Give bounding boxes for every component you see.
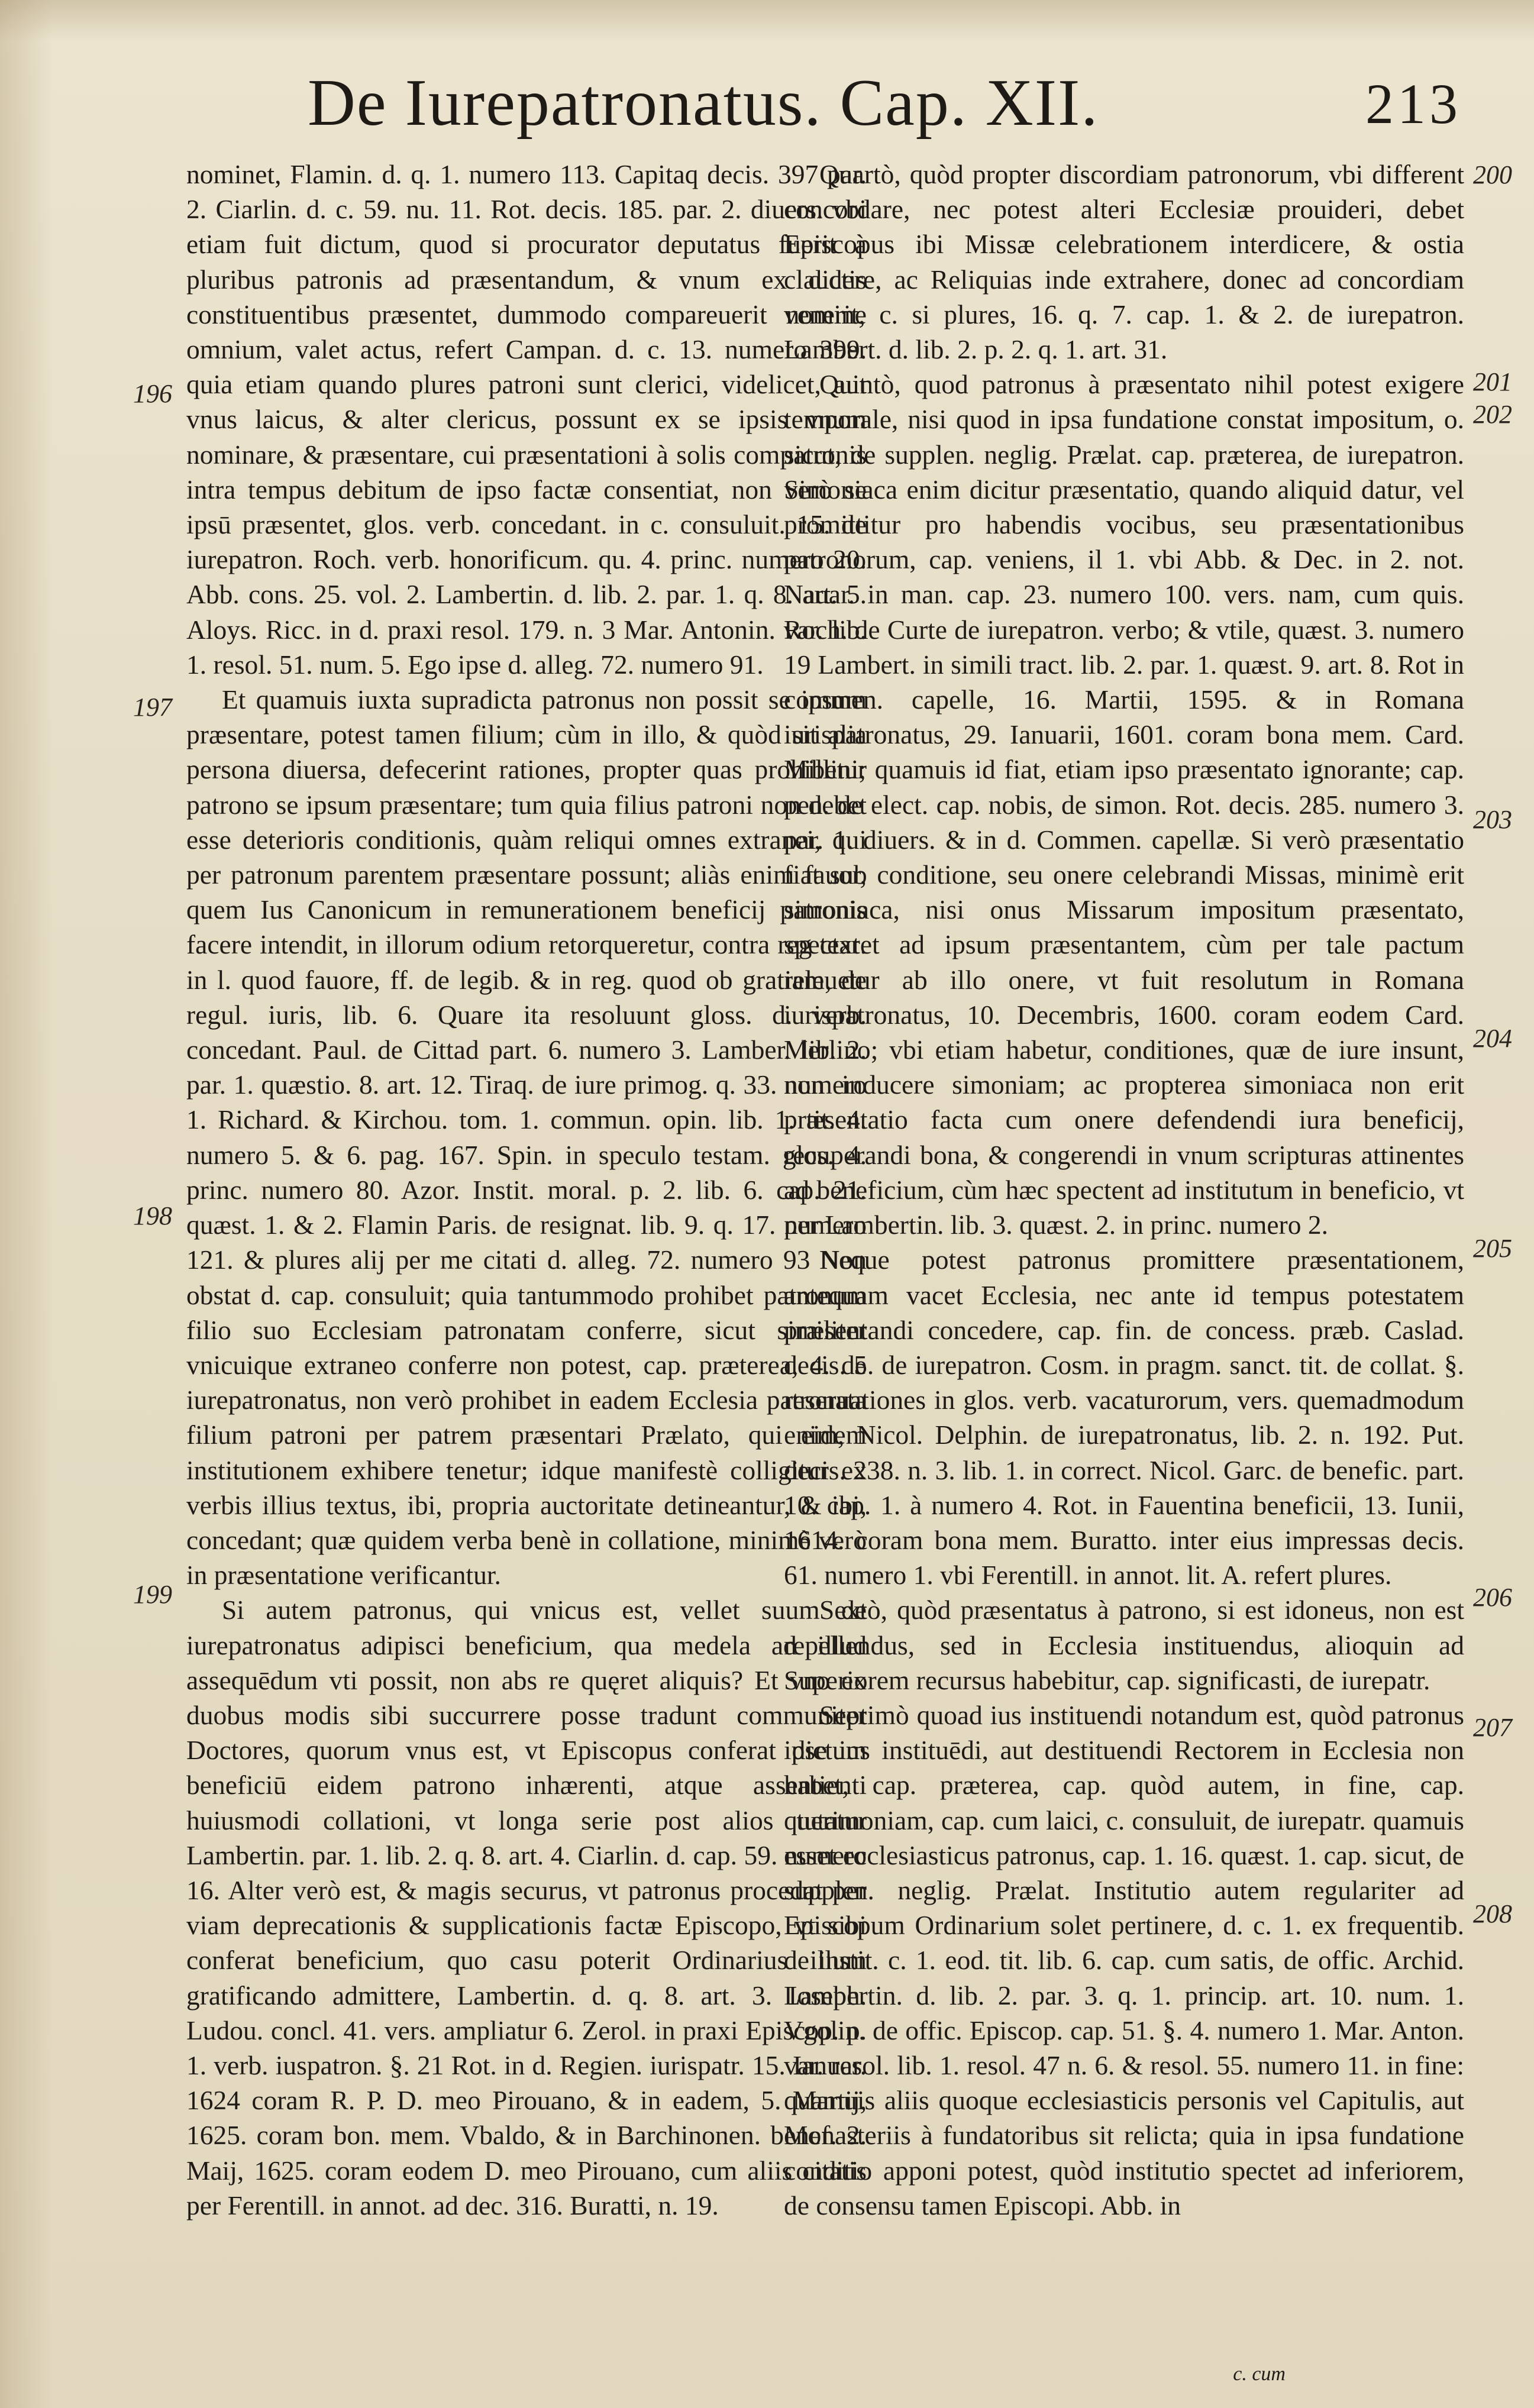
paragraph: Si autem patronus, qui vnicus est, vellet suum de iurepatronatus adipisci beneficium, qua medela ad illud assequēdum vti possit, non abs re quęret aliquis? Et vno ex duobus modis sibi succurrere posse tradunt communiter Doctores, quorum vnus est, vt Episcopus conferat dictum beneficiū eidem patrono inhærenti, atque assentienti huiusmodi collationi, vt longa serie post alios tutatur Lambertin. par. 1. lib. 2. q. 8. art. 4. Ciarlin. d. cap. 59. numero 16. Alter verò est, & magis securus, vt patronus procedat per viam deprecationis & supplicationis factæ Episcopo, vt sibi conferat beneficium, quo casu poterit Ordinarius illum gratificando admittere, Lambertin. d. q. 8. art. 3. Ioseph. Ludou. concl. 41. vers. ampliatur 6. Zerol. in praxi Episcop. p. 1. verb. iuspatron. §. 21 Rot. in d. Regien. iurispatr. 15. Ianuar. 1624 coram R. P. D. meo Pirouano, & in eadem, 5. Martij, 1625. coram bon. mem. Vbaldo, & in Barchinonen. benef. 2. Maij, 1625. coram eodem D. meo Pirouano, cum aliis citatis per Ferentill. in annot. ad dec. 316. Buratti, n. 19. bbox=[186, 1595, 867, 2220]
margin-number: 205 bbox=[1473, 1234, 1512, 1263]
paragraph: Quintò, quod patronus à præsentato nihil potest exigere temporale, nisi quod in ipsa fundatione constat impositum, o. sicut, de supplen. neglig. Prælat. cap. præterea, de iurepatron. Simoniaca enim dicitur præsentatio, quando aliquid datur, vel promittitur pro habendis vocibus, seu præsentationibus patronorum, cap. veniens, il 1. vbi Abb. & Dec. in 2. not. Nauar. in man. cap. 23. numero 100. vers. nam, cum quis. Roch. de Curte de iurepatron. verbo; & vtile, quæst. 3. numero 19 Lambert. in simili tract. lib. 2. par. 1. quæst. 9. art. 8. Rot in commen. capelle, 16. Martii, 1595. & in Romana iurispatronatus, 29. Ianuarii, 1601. coram bona mem. Card. Millini; quamuis id fiat, etiam ipso præsentato ignorante; cap. pen. de elect. cap. nobis, de simon. Rot. decis. 285. numero 3. par. 1. diuers. & in d. Commen. capellæ. Si verò præsentatio fiat sub conditione, seu onere celebrandi Missas, minimè erit simoniaca, nisi onus Missarum impositum præsentato, spectaret ad ipsum præsentantem, cùm per tale pactum releuetur ab illo onere, vt fuit resolutum in Romana iurispatronatus, 10. Decembris, 1600. coram eodem Card. Merlino; vbi etiam habetur, conditiones, quæ de iure insunt, non inducere simoniam; ac propterea simoniaca non erit præsentatio facta cum onere defendendi iura beneficij, recuperandi bona, & congerendi in vnum scripturas attinentes ad beneficium, cùm hæc spectent ad institutum in beneficio, vt per Lambertin. lib. 3. quæst. 2. in princ. numero 2. bbox=[784, 369, 1464, 1240]
page-number: 213 bbox=[1365, 72, 1461, 135]
margin-number: 202 bbox=[1473, 400, 1512, 429]
paper-top-stain bbox=[0, 0, 1534, 41]
page-header bbox=[308, 65, 1461, 148]
margin-number: 199 bbox=[133, 1580, 172, 1609]
running-title: De Iurepatronatus. Cap. XII. bbox=[308, 66, 1099, 140]
margin-number: 196 bbox=[133, 379, 172, 408]
paragraph: Quartò, quòd propter discordiam patronorum, vbi different concordare, nec potest alteri Ecclesiæ prouideri, debet Episcopus ibi Missæ celebrationem interdicere, & ostia claudere, ac Reliquias inde extrahere, donec ad concordiam venerit, c. si plures, 16. q. 7. cap. 1. & 2. de iurepatron. Lambert. d. lib. 2. p. 2. q. 1. art. 31. bbox=[784, 159, 1464, 365]
paragraph: Et quamuis iuxta supradicta patronus non possit se ipsum præsentare, potest tamen filium; cùm in illo, & quòd sit alia persona diuersa, defecerint rationes, propter quas prohibetur patrono se ipsum præsentare; tum quia filius patroni non debet esse deterioris conditionis, quàm reliqui omnes extranei, qui per patronum parentem præsentare possunt; aliàs enim fauor, quem Ius Canonicum in remunerationem beneficij patronis facere intendit, in illorum odium retorqueretur, contra reg text. in l. quod fauore, ff. de legib. & in reg. quod ob gratiam, de regul. iuris, lib. 6. Quare ita resoluunt gloss. d. verb. concedant. Paul. de Cittad part. 6. numero 3. Lamber. lib. 2. par. 1. quæstio. 8. art. 12. Tiraq. de iure primog. q. 33. numero 1. Richard. & Kirchou. tom. 1. commun. opin. lib. 1. tit. 4. numero 5. & 6. pag. 167. Spin. in speculo testam. glos. 4. princ. numero 80. Azor. Instit. moral. p. 2. lib. 6. cap. 21. quæst. 1. & 2. Flamin Paris. de resignat. lib. 9. q. 17. numero 121. & plures alij per me citati d. alleg. 72. numero 93 Non obstat d. cap. consuluit; quia tantummodo prohibet patronum filio suo Ecclesiam patronatam conferre, sicut similiter vnicuique extraneo conferre non potest, cap. præterea, 4. de iurepatronatus, non verò prohibet in eadem Ecclesia patronata filium patroni per patrem præsentari Prælato, qui eidem institutionem exhibere tenetur; idque manifestè colligitur ex verbis illius textus, ibi, propria auctoritate detineantur, & ibi, concedant; quæ quidem verba benè in collatione, minimè verò in præsentatione verificantur. bbox=[186, 684, 867, 1591]
margin-number: 197 bbox=[133, 693, 172, 722]
margin-number: 206 bbox=[1473, 1583, 1512, 1612]
paragraph: Sextò, quòd præsentatus à patrono, si est idoneus, non est repellendus, sed in Ecclesia instituendus, alioquin ad Superiorem recursus habebitur, cap. significasti, de iurepatr. bbox=[784, 1595, 1464, 1695]
right-text-column bbox=[784, 157, 1464, 2223]
left-text-column bbox=[186, 157, 867, 2223]
margin-number: 200 bbox=[1473, 160, 1512, 189]
catchword: c. cum bbox=[1233, 2363, 1286, 2385]
margin-number: 204 bbox=[1473, 1024, 1512, 1053]
margin-number: 208 bbox=[1473, 1899, 1512, 1928]
paragraph: Septimò quoad ius instituendi notandum est, quòd patronus ipse ius instituēdi, aut destituendi Rectorem in Ecclesia non habet, cap. præterea, cap. quòd autem, in fine, cap. querimoniam, cap. cum laici, c. consuluit, de iurepatr. quamuis esset ecclesiasticus patronus, cap. 1. 16. quæst. 1. cap. sicut, de supplen. neglig. Prælat. Institutio autem regulariter ad Episcopum Ordinarium solet pertinere, d. c. 1. ex frequentib. de instit. c. 1. eod. tit. lib. 6. cap. cum satis, de offic. Archid. Lambertin. d. lib. 2. par. 3. q. 1. princip. art. 10. num. 1. Vgolin. de offic. Episcop. cap. 51. §. 4. numero 1. Mar. Anton. var. resol. lib. 1. resol. 47 n. 6. & resol. 55. numero 11. in fine: quamuis aliis quoque ecclesiasticis personis vel Capitulis, aut Monasteriis à fundatoribus sit relicta; quia in ipsa fundatione conditio apponi potest, quòd institutio spectet ad inferiorem, de consensu tamen Episcopi. Abb. in bbox=[784, 1699, 1464, 2220]
paragraph: nominet, Flamin. d. q. 1. numero 113. Capitaq decis. 397 par. 2. Ciarlin. d. c. 59. nu. 11. Rot. decis. 185. par. 2. diuers. vbi etiam fuit dictum, quod si procurator deputatus fuerit à pluribus patronis ad præsentandum, & vnum ex dictis constituentibus præsentet, dummodo compareuerit nomine omnium, valet actus, refert Campan. d. c. 13. numero 399. quia etiam quando plures patroni sunt clerici, videlicet, aut vnus laicus, & alter clericus, possunt ex se ipsis vnum nominare, & præsentare, cui præsentationi à solis compatronis intra tempus debitum de ipso factæ consentiat, non verò se ipsū præsentet, glos. verb. concedant. in c. consuluit. 15. de iurepatron. Roch. verb. honorificum. qu. 4. princ. numero 20. Abb. cons. 25. vol. 2. Lambertin. d. lib. 2. par. 1. q. 8. art. 5. Aloys. Ricc. in d. praxi resol. 179. n. 3 Mar. Antonin. var. lib. 1. resol. 51. num. 5. Ego ipse d. alleg. 72. numero 91. bbox=[186, 159, 867, 680]
margin-number: 207 bbox=[1473, 1713, 1512, 1742]
margin-number: 198 bbox=[133, 1201, 172, 1230]
margin-number: 203 bbox=[1473, 805, 1512, 834]
paragraph: Neque potest patronus promittere præsentationem, antequam vacet Ecclesia, nec ante id tempus potestatem præsentandi concedere, cap. fin. de concess. præb. Caslad. decis. 5. de iurepatron. Cosm. in pragm. sanct. tit. de collat. §. reseruationes in glos. verb. vacaturorum, vers. quemadmodum enim, Nicol. Delphin. de iurepatronatus, lib. 2. n. 192. Put. decis. 238. n. 3. lib. 1. in correct. Nicol. Garc. de benefic. part. 10. cap. 1. à numero 4. Rot. in Fauentina beneficii, 13. Iunii, 1614. coram bona mem. Buratto. inter eius impressas decis. 61. numero 1. vbi Ferentill. in annot. lit. A. refert plures. bbox=[784, 1245, 1464, 1591]
margin-number: 201 bbox=[1473, 367, 1512, 396]
paper-edge-stain bbox=[0, 0, 53, 2408]
